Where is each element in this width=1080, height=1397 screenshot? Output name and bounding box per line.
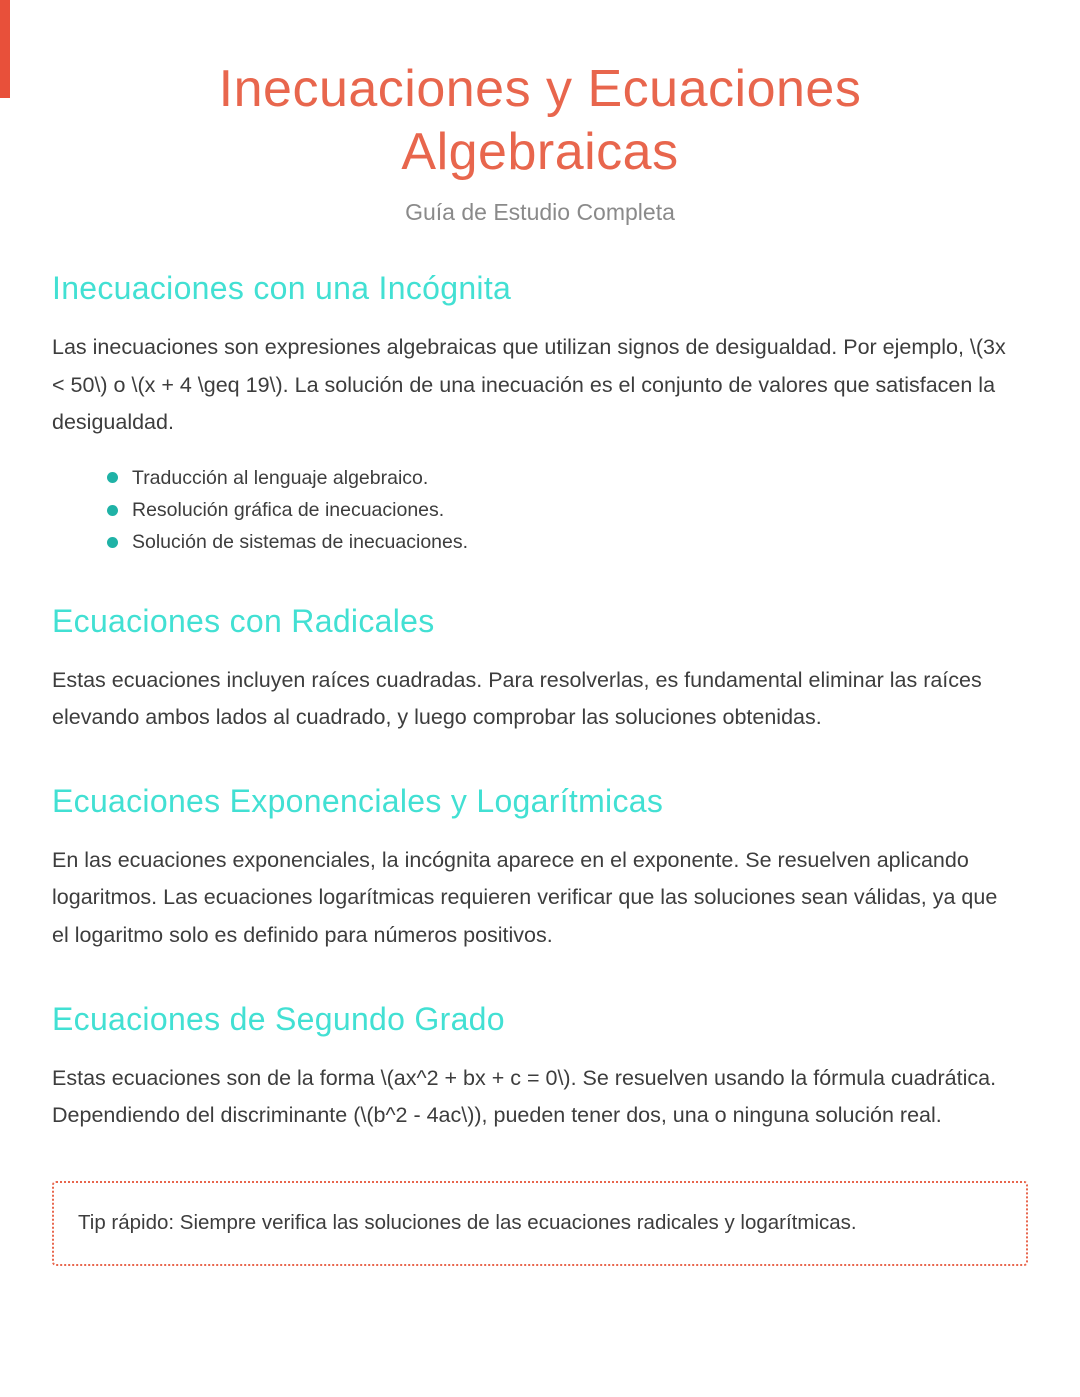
list-item-text: Traducción al lenguaje algebraico. bbox=[132, 466, 429, 489]
section-body: Estas ecuaciones son de la forma \(ax^2 + bx + c = 0\). Se resuelven usando la fórmula cuadrática. Dependiendo del discriminante (\(b^2 - 4ac\)), pueden tener dos, una o ninguna solución real. bbox=[52, 1065, 997, 1128]
left-accent-bar bbox=[0, 0, 10, 98]
bullet-list bbox=[52, 464, 1028, 557]
bullet-dot-icon bbox=[107, 505, 118, 516]
section-segundo-grado bbox=[52, 1001, 1028, 1135]
bullet-dot-icon bbox=[107, 537, 118, 548]
bullet-dot-icon bbox=[107, 472, 118, 483]
section-ecuaciones-radicales bbox=[52, 603, 1028, 737]
section-body: En las ecuaciones exponenciales, la incógnita aparece en el exponente. Se resuelven aplicando logaritmos. Las ecuaciones logarítmicas requieren verificar que las soluciones sean válidas, ya que el logaritmo solo es definido para números positivos. bbox=[52, 847, 998, 948]
list-item-text: Resolución gráfica de inecuaciones. bbox=[132, 499, 445, 522]
list-item-text: Solución de sistemas de inecuaciones. bbox=[132, 531, 469, 554]
section-body: Las inecuaciones son expresiones algebraicas que utilizan signos de desigualdad. Por ejemplo, \(3x < 50\) o \(x + 4 \geq 19\). La solución de una inecuación es el conjunto de valores que satisfacen la desigualdad. bbox=[52, 334, 1006, 435]
section-inecuaciones-incognita bbox=[52, 270, 1028, 557]
section-exponenciales-logaritmicas bbox=[52, 783, 1028, 955]
page-header bbox=[52, 58, 1028, 226]
tip-text: Tip rápido: Siempre verifica las soluciones de las ecuaciones radicales y logarítmicas. bbox=[78, 1210, 857, 1234]
section-body: Estas ecuaciones incluyen raíces cuadradas. Para resolverlas, es fundamental eliminar las raíces elevando ambos lados al cuadrado, y luego comprobar las soluciones obtenidas. bbox=[52, 667, 982, 730]
section-heading: Ecuaciones de Segundo Grado bbox=[52, 1000, 505, 1037]
list-item bbox=[107, 464, 1028, 492]
list-item bbox=[107, 496, 1028, 524]
page-subtitle: Guía de Estudio Completa bbox=[405, 198, 675, 225]
list-item bbox=[107, 528, 1028, 556]
tip-box bbox=[52, 1181, 1028, 1266]
section-heading: Inecuaciones con una Incógnita bbox=[52, 269, 512, 306]
section-heading: Ecuaciones Exponenciales y Logarítmicas bbox=[52, 782, 664, 819]
page-title: Inecuaciones y Ecuaciones Algebraicas bbox=[218, 60, 862, 182]
section-heading: Ecuaciones con Radicales bbox=[52, 602, 435, 639]
